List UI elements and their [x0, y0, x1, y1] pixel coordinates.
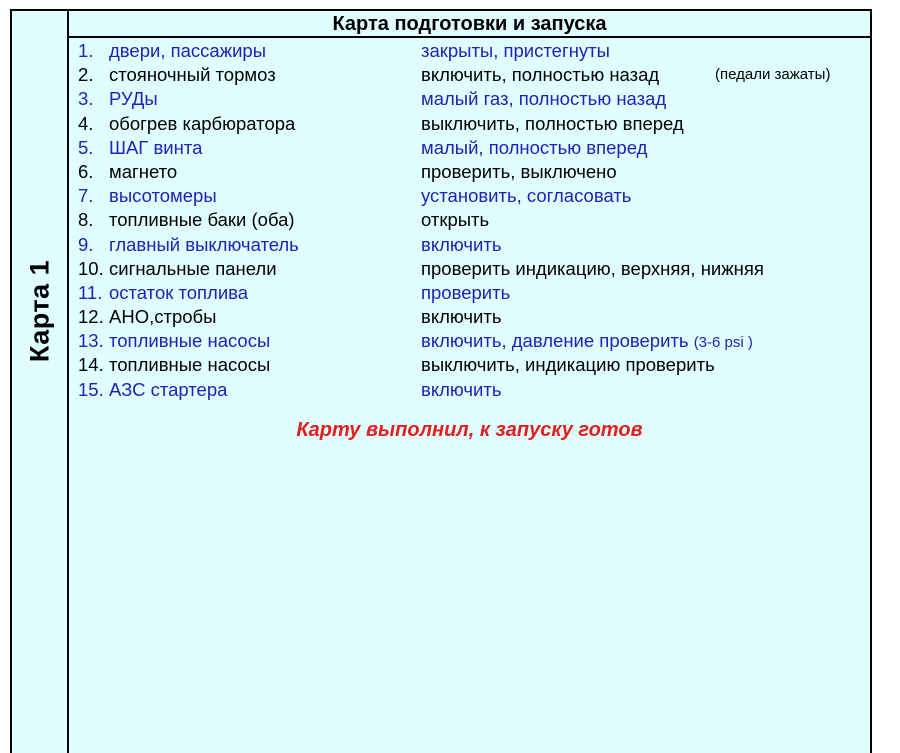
item-label: сигнальные панели: [109, 257, 280, 281]
item-action: [421, 112, 684, 136]
item-number: 12.: [78, 306, 104, 328]
item-label: АЗС стартера: [109, 378, 230, 402]
item-number: 1.: [78, 40, 94, 61]
item-label: ШАГ винта: [109, 136, 205, 160]
item-label: обогрев карбюратора: [109, 112, 298, 136]
item-action: [421, 329, 753, 355]
item-action-text: закрыты, пристегнуты: [421, 40, 610, 61]
item-number: 5.: [78, 136, 94, 158]
item-label: стояночный тормоз: [109, 63, 279, 87]
item-number: 8.: [78, 209, 94, 231]
item-label: топливные насосы: [109, 353, 273, 377]
item-label: топливные насосы: [109, 329, 273, 353]
item-action-text: установить, согласовать: [421, 185, 632, 207]
card-number-label: Карта 1: [24, 259, 55, 363]
checklist-row: [78, 233, 868, 257]
item-action: [421, 160, 617, 184]
checklist-row: [78, 39, 868, 63]
item-action-text: выключить, полностью вперед: [421, 112, 684, 134]
item-number: 7.: [78, 185, 94, 207]
item-number: 13.: [78, 330, 104, 352]
item-action: [421, 233, 501, 257]
checklist-row: [78, 63, 868, 87]
item-label: РУДы: [109, 87, 161, 111]
item-action: [421, 208, 489, 232]
item-label: главный выключатель: [109, 233, 302, 257]
item-action-text: малый газ, полностью назад: [421, 88, 667, 110]
item-label: АНО,стробы: [109, 305, 219, 329]
item-number: 9.: [78, 233, 94, 255]
item-number: 2.: [78, 64, 94, 86]
checklist-row: [78, 257, 868, 281]
item-action-text: малый, полностью вперед: [421, 136, 648, 158]
checklist-row: [78, 281, 868, 305]
checklist-row: [78, 87, 868, 111]
item-action: [421, 353, 715, 377]
item-action: [421, 87, 666, 111]
item-number: 4.: [78, 112, 94, 134]
item-number: 3.: [78, 88, 94, 110]
item-action: [421, 184, 631, 208]
completion-text: Карту выполнил, к запуску готов: [296, 419, 643, 441]
checklist-row: [78, 378, 868, 402]
item-action: [421, 257, 764, 281]
checklist-row: [78, 329, 868, 353]
item-action-text: включить, давление проверить: [421, 330, 689, 352]
item-action-text: проверить индикацию, верхняя, нижняя: [421, 257, 764, 279]
item-action-text: выключить, индикацию проверить: [421, 354, 715, 376]
item-action-range: (3-6 psi ): [693, 334, 753, 352]
checklist-row: [78, 208, 868, 232]
checklist-row: [78, 353, 868, 377]
item-label: магнето: [109, 160, 180, 184]
item-number: 6.: [78, 160, 94, 182]
checklist-row: [78, 305, 868, 329]
item-label: топливные баки (оба): [109, 208, 298, 232]
card-title: Карта подготовки и запуска: [69, 11, 870, 38]
item-action-text: включить: [421, 378, 502, 400]
item-number: 14.: [78, 354, 104, 376]
item-number: 11.: [78, 281, 103, 303]
checklist-row: [78, 184, 868, 208]
item-action-text: включить, полностью назад: [421, 64, 660, 86]
item-label: высотомеры: [109, 184, 220, 208]
checklist-card: [10, 9, 872, 753]
item-action: [421, 136, 647, 160]
item-number: 10.: [78, 257, 104, 279]
item-note: (педали зажаты): [715, 66, 831, 84]
item-action-text: включить: [421, 233, 502, 255]
checklist-items: [78, 39, 868, 402]
item-action: [421, 39, 610, 63]
item-label: двери, пассажиры: [109, 39, 269, 63]
item-action: [421, 378, 501, 402]
item-action: [421, 281, 510, 305]
side-panel: [12, 11, 69, 753]
item-number: 15.: [78, 378, 104, 400]
checklist-row: [78, 160, 868, 184]
item-action: [421, 63, 659, 87]
checklist-row: [78, 136, 868, 160]
item-action: [421, 305, 501, 329]
item-action-text: открыть: [421, 209, 490, 231]
item-action-text: проверить: [421, 281, 511, 303]
checklist-row: [78, 112, 868, 136]
item-action-text: включить: [421, 306, 502, 328]
item-action-text: проверить, выключено: [421, 160, 617, 182]
item-label: остаток топлива: [109, 281, 251, 305]
